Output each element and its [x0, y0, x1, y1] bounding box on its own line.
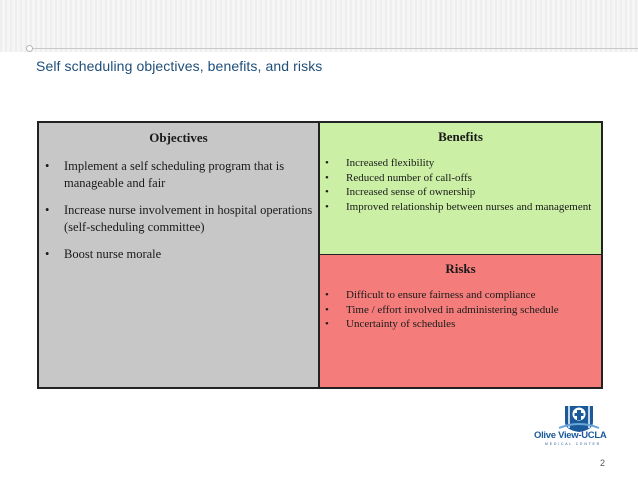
list-item-text: Implement a self scheduling program that is manageable and fair — [64, 159, 285, 190]
benefits-heading: Benefits — [438, 129, 483, 144]
bullet-icon: • — [45, 247, 50, 261]
list-item — [324, 171, 601, 186]
list-item-text: Increase nurse involvement in hospital operations (self-scheduling committee) — [64, 203, 313, 234]
list-item-text: Uncertainty of schedules — [346, 318, 456, 331]
bullet-icon: • — [325, 171, 329, 184]
header-divider — [30, 48, 638, 49]
benefits-panel — [319, 122, 602, 255]
logo-subtitle: MEDICAL CENTER — [545, 442, 601, 446]
list-item-text: Increased sense of ownership — [346, 186, 476, 199]
list-item — [43, 202, 318, 236]
list-item — [324, 185, 601, 200]
benefits-list — [320, 156, 601, 214]
list-item-text: Difficult to ensure fairness and compliance — [346, 289, 536, 301]
bullet-icon: • — [325, 289, 329, 301]
objectives-panel — [38, 122, 320, 388]
bullet-icon: • — [325, 318, 329, 331]
objectives-heading: Objectives — [149, 130, 208, 145]
bullet-icon: • — [325, 157, 329, 169]
list-item-text: Boost nurse morale — [64, 247, 162, 261]
risks-list — [320, 288, 601, 332]
slide-title: Self scheduling objectives, benefits, and risks — [36, 58, 323, 74]
list-item-text: Improved relationship between nurses and management — [346, 200, 592, 213]
list-item-text: Reduced number of call-offs — [346, 171, 472, 184]
header-band — [0, 0, 638, 52]
list-item — [324, 200, 601, 215]
list-item — [324, 288, 601, 303]
page-number: 2 — [600, 458, 606, 468]
bullet-icon: • — [45, 203, 50, 217]
risks-panel — [319, 254, 602, 388]
list-item — [324, 317, 601, 332]
list-item-text: Time / effort involved in administering schedule — [346, 303, 559, 316]
list-item — [43, 158, 318, 192]
bullet-icon: • — [325, 186, 329, 199]
bullet-icon: • — [325, 303, 329, 316]
list-item — [43, 246, 318, 263]
objectives-list — [39, 158, 318, 263]
risks-heading: Risks — [445, 261, 476, 276]
list-item — [324, 156, 601, 171]
list-item-text: Increased flexibility — [346, 157, 435, 169]
bullet-icon: • — [45, 159, 50, 173]
bullet-icon: • — [325, 200, 329, 213]
list-item — [324, 303, 601, 318]
header-divider-dot — [26, 45, 33, 52]
logo-name: Olive View-UCLA — [534, 430, 607, 441]
